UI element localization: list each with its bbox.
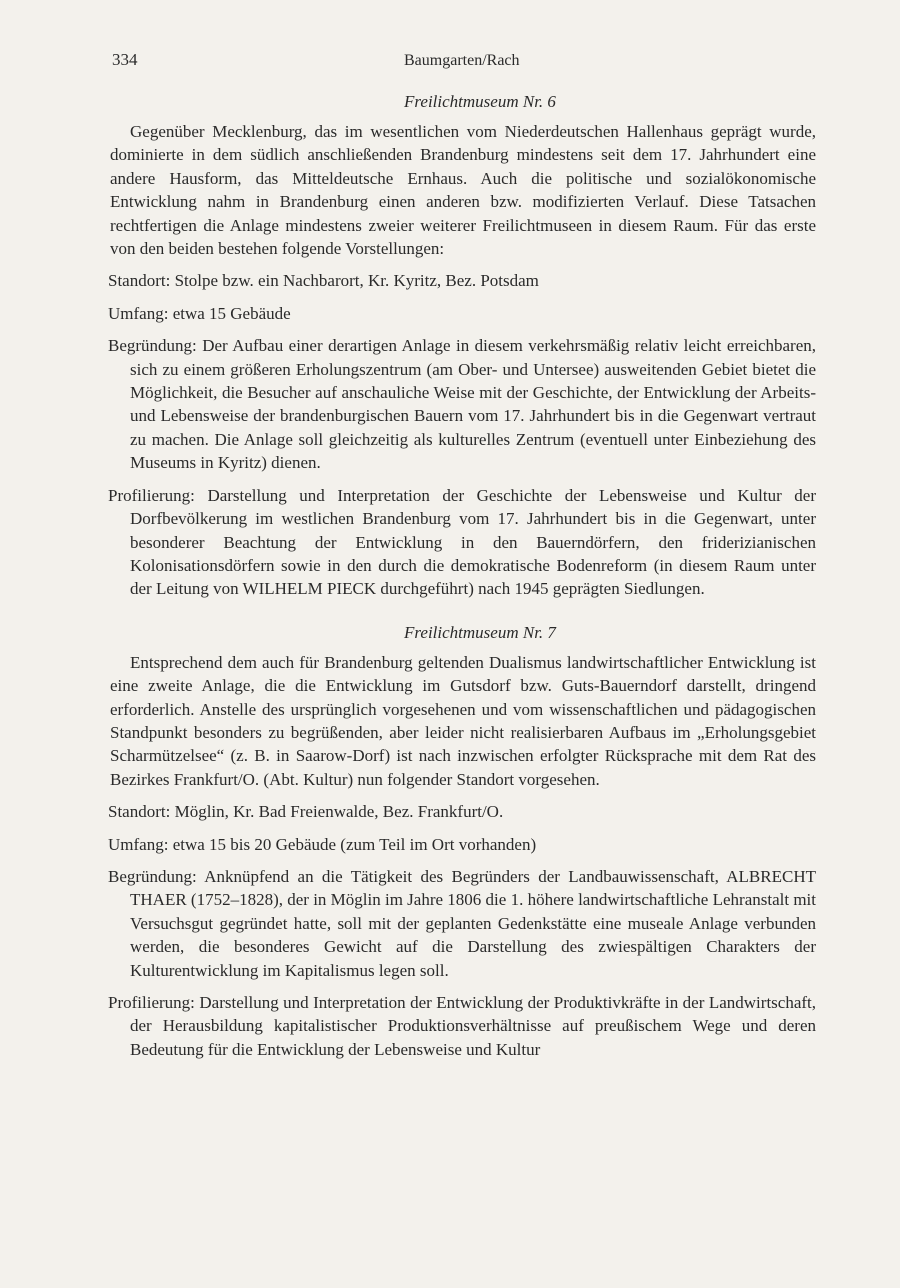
section-6-intro-paragraph: Gegenüber Mecklenburg, das im wesentlichen vom Niederdeutschen Hallenhaus geprägt wurde, dominierte in dem südlich anschließenden Brandenburg mindestens seit dem 17. Jahrhundert eine andere Hausform, das Mitteldeutsche Ernhaus. Auch die politische und sozialökonomische Entwicklung nahm in Brandenburg einen anderen bzw. modifizierten Verlauf. Diese Tatsachen rechtfertigen die Anlage mindestens zweier weiterer Freilichtmuseen in diesem Raum. Für das erste von den beiden bestehen folgende Vorstellungen: (110, 122, 816, 259)
begruendung-text: Anknüpfend an die Tätigkeit des Begründers der Landbauwissenschaft, ALBRECHT THAER (1752–1828), der in Möglin im Jahre 1806 die 1. höhere landwirtschaftliche Lehranstalt mit Versuchsgut gegründet hatte, soll mit der geplanten Gedenkstätte eine museale Anlage verbunden werden, die besonderes Gewicht auf die Darstellung des zwiespältigen Charakters der Kulturentwicklung im Kapitalismus legen soll. (130, 866, 816, 980)
section-title-museum-7: Freilichtmuseum Nr. 7 (404, 622, 556, 642)
section-7-umfang (104, 833, 816, 856)
begruendung-label: Begründung: (108, 866, 197, 886)
section-title-museum-6: Freilichtmuseum Nr. 6 (404, 92, 556, 111)
section-6-begruendung (104, 334, 816, 474)
section-7-standort (104, 800, 816, 823)
umfang-label: Umfang: (108, 303, 169, 323)
section-6-umfang (104, 302, 816, 325)
umfang-label: Umfang: (108, 834, 169, 854)
profilierung-label: Profilierung: (108, 485, 195, 505)
standort-label: Standort: (108, 802, 171, 822)
standort-text: Möglin, Kr. Bad Freienwalde, Bez. Frankfurt/O. (174, 802, 504, 822)
begruendung-text: Der Aufbau einer derartigen Anlage in diesem verkehrsmäßig relativ leicht erreichbaren, sich zu einem größeren Erholungszentrum (am Ober- und Untersee) ausweitenden Gebiet bietet die Möglichkeit, die Besucher auf anschauliche Weise mit der Geschichte, der Entwicklung der Arbeits- und Lebensweise der brandenburgischen Bauern vom 17. Jahrhundert bis in die Gegenwart vertraut zu machen. Die Anlage soll gleichzeitig als kulturelles Zentrum (eventuell unter Einbeziehung des Museums in Kyritz) dienen. (130, 336, 817, 473)
umfang-text: etwa 15 Gebäude (172, 303, 291, 323)
section-6-standort (104, 269, 816, 292)
umfang-text: etwa 15 bis 20 Gebäude (zum Teil im Ort vorhanden) (172, 834, 537, 854)
begruendung-label: Begründung: (108, 336, 197, 356)
section-7-intro-paragraph: Entsprechend dem auch für Brandenburg geltenden Dualismus landwirtschaftlicher Entwicklung ist eine zweite Anlage, die die Entwicklung im Gutsdorf bzw. Guts-Bauerndorf darstellt, dringend erforderlich. Anstelle des ursprünglich vorgesehenen und vom wissenschaftlichen und pädagogischen Standpunkt besonders zu begrüßenden, aber leider nicht realisierbaren Aufbaus im „Erholungsgebiet Scharmützelsee“ (z. B. in Saarow-Dorf) ist nach inzwischen erfolgter Rücksprache mit dem Rat des Bezirkes Frankfurt/O. (Abt. Kultur) nun folgender Standort vorgesehen. (110, 652, 816, 789)
standort-label: Standort: (108, 271, 171, 291)
profilierung-text: Darstellung und Interpretation der Geschichte der Lebensweise und Kultur der Dorfbevölkerung im westlichen Brandenburg vom 17. Jahrhundert bis in die Gegenwart, unter besonderer Beachtung der Entwicklung in den Bauerndörfern, den friderizianischen Kolonisationsdörfern sowie in den durch die demokratische Bodenreform (in diesem Raum unter der Leitung von WILHELM PIECK durchgeführt) nach 1945 geprägten Siedlungen. (130, 485, 816, 599)
running-head: Baumgarten/Rach (404, 52, 520, 69)
page-header (112, 50, 820, 74)
section-6-profilierung (104, 484, 816, 601)
section-7-profilierung (104, 991, 816, 1061)
page-content (104, 92, 816, 1061)
section-7-begruendung (104, 865, 816, 982)
page-number: 334 (112, 50, 138, 69)
standort-text: Stolpe bzw. ein Nachbarort, Kr. Kyritz, Bez. Potsdam (174, 271, 539, 291)
profilierung-text: Darstellung und Interpretation der Entwicklung der Produktivkräfte in der Landwirtschaft, der Herausbildung kapitalistischer Produktionsverhältnisse auf preußischem Wege und deren Bedeutung für die Entwicklung der Lebensweise und Kultur (130, 993, 817, 1059)
profilierung-label: Profilierung: (108, 993, 195, 1012)
